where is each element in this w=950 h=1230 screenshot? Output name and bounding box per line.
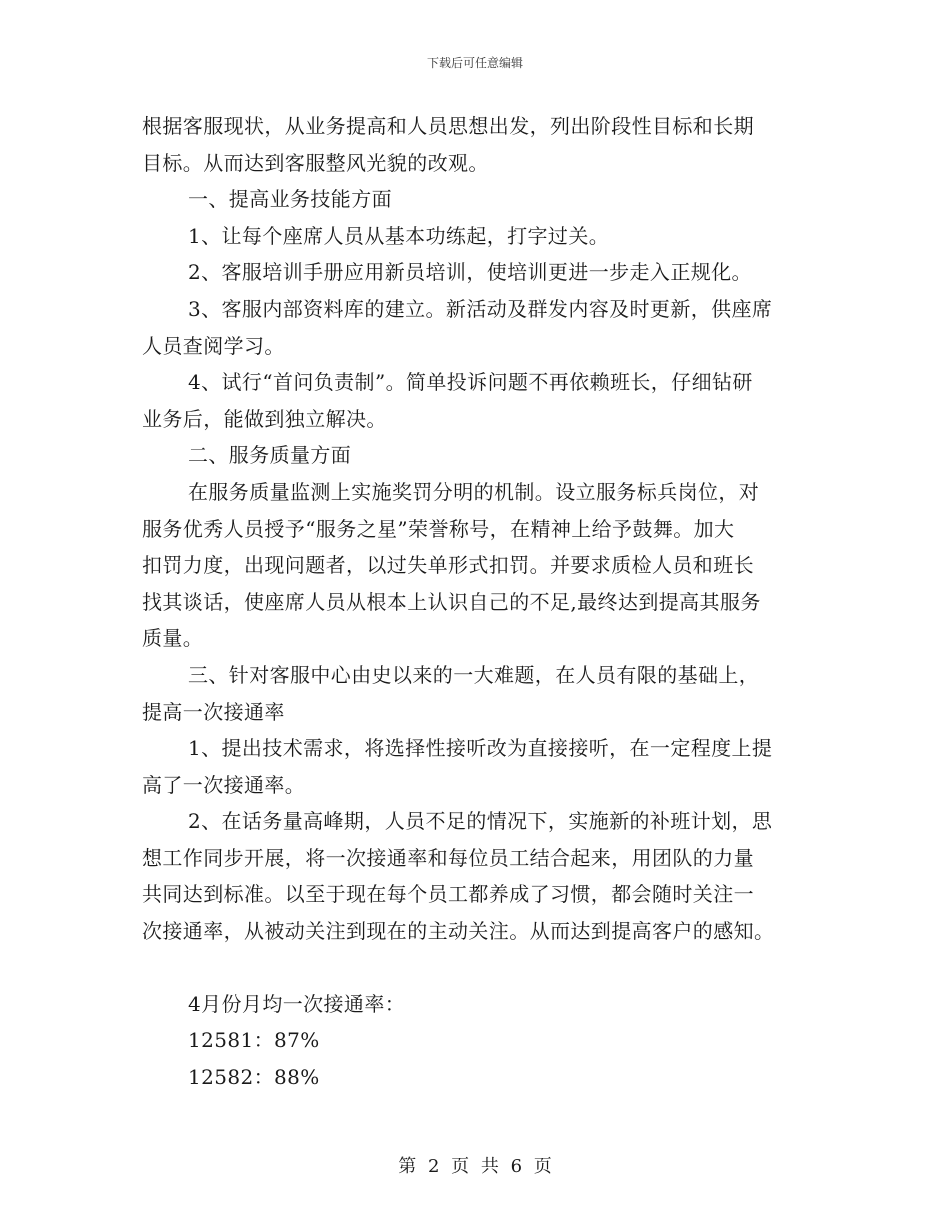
paragraph-line: 提高一次接通率 — [142, 699, 285, 724]
paragraph-line: 扣罚力度，出现问题者，以过失单形式扣罚。并要求质检人员和班长 — [142, 553, 754, 578]
list-item: 3、客服内部资料库的建立。新活动及群发内容及时更新，供座席 — [188, 296, 773, 321]
stats-item: 12581：87% — [188, 1028, 320, 1053]
paragraph-line: 服务优秀人员授予“服务之星”荣誉称号，在精神上给予鼓舞。加大 — [142, 516, 735, 541]
paragraph-line: 业务后，能做到独立解决。 — [142, 406, 387, 431]
paragraph-line: 共同达到标准。以至于现在每个员工都养成了习惯，都会随时关注一 — [142, 882, 754, 907]
section-heading: 二、服务质量方面 — [188, 443, 352, 468]
list-item: 2、在话务量高峰期，人员不足的情况下，实施新的补班计划，思 — [188, 809, 773, 834]
paragraph-line: 次接通率，从被动关注到现在的主动关注。从而达到提高客户的感知。 — [142, 919, 775, 944]
page-header: 下载后可任意编辑 — [426, 56, 523, 70]
paragraph-line: 想工作同步开展，将一次接通率和每位员工结合起来，用团队的力量 — [142, 845, 754, 870]
list-item: 1、提出技术需求，将选择性接听改为直接接听，在一定程度上提 — [188, 736, 773, 761]
paragraph-line: 目标。从而达到客服整风光貌的改观。 — [142, 150, 489, 175]
list-item: 1、让每个座席人员从基本功练起，打字过关。 — [188, 223, 610, 248]
paragraph-line: 高了一次接通率。 — [142, 772, 306, 797]
document-body — [142, 108, 810, 1095]
paragraph-line: 在服务质量监测上实施奖罚分明的机制。设立服务标兵岗位，对 — [188, 479, 760, 504]
paragraph-line: 找其谈话，使座席人员从根本上认识自己的不足,最终达到提高其服务 — [142, 589, 761, 614]
paragraph-line: 人员查阅学习。 — [142, 333, 285, 358]
spacer — [142, 950, 810, 986]
list-item: 2、客服培训手册应用新员培训，使培训更进一步走入正规化。 — [188, 260, 752, 285]
paragraph-line: 根据客服现状，从业务提高和人员思想出发，列出阶段性目标和长期 — [142, 114, 754, 138]
section-heading: 三、针对客服中心由史以来的一大难题，在人员有限的基础上， — [188, 662, 760, 687]
page-number: 第 2 页 共 6 页 — [398, 1156, 552, 1177]
section-heading: 一、提高业务技能方面 — [188, 187, 392, 212]
stats-title: 4月份月均一次接通率： — [188, 991, 406, 1016]
paragraph-line: 质量。 — [142, 626, 204, 651]
stats-item: 12582：88% — [188, 1064, 320, 1089]
list-item: 4、试行“首问负责制”。简单投诉问题不再依赖班长，仔细钻研 — [188, 370, 753, 395]
